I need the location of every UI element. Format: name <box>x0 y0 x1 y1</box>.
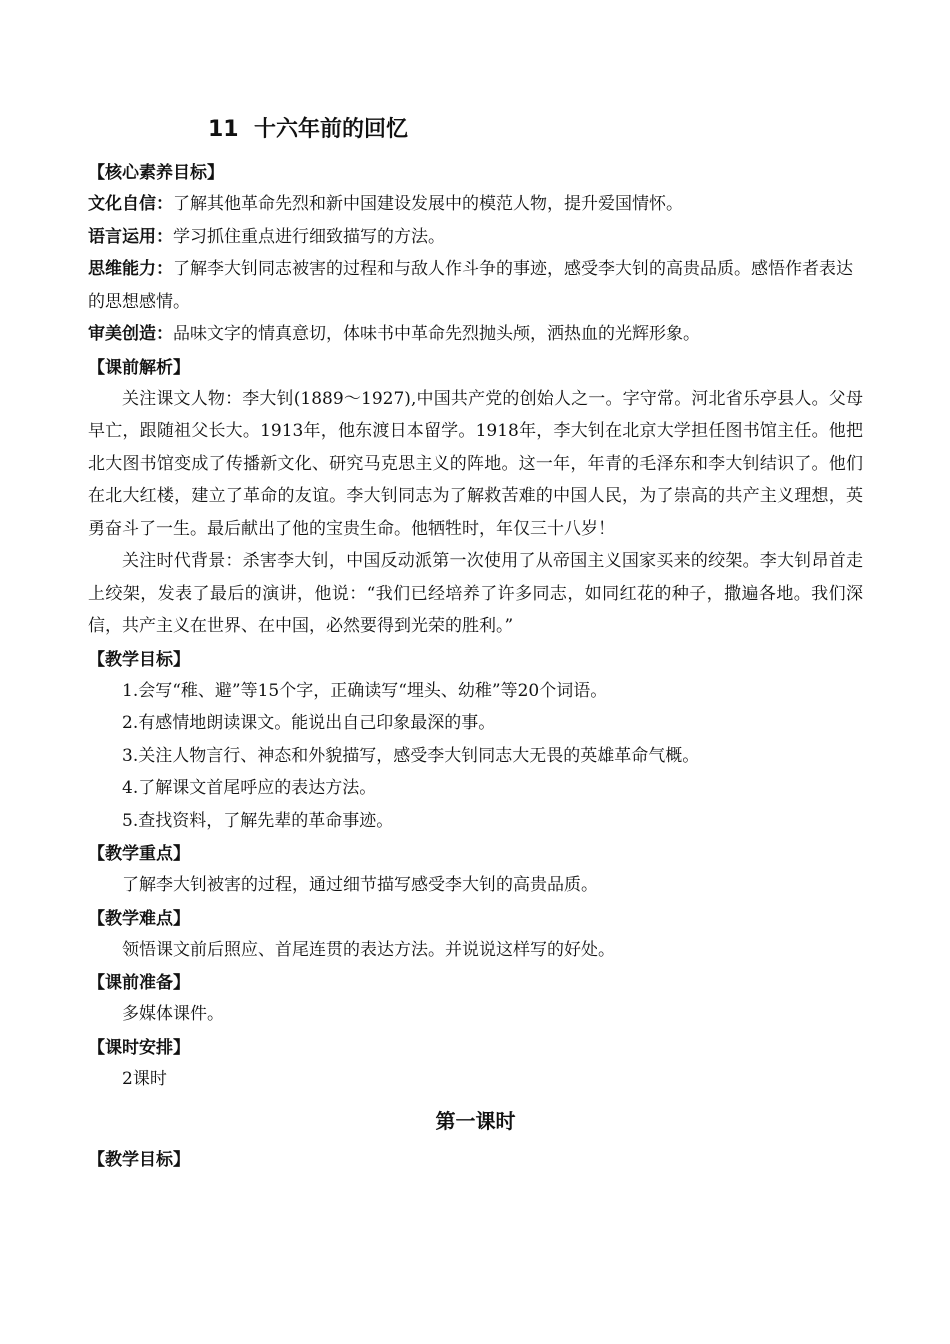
core-goals-heading: 【核心素养目标】 <box>88 163 224 183</box>
teaching-goal-item: 4.了解课文首尾呼应的表达方法。 <box>122 778 377 798</box>
schedule-text: 2课时 <box>122 1068 167 1089</box>
teaching-goal-item: 2.有感情地朗读课文。能说出自己印象最深的事。 <box>122 713 496 733</box>
core-goal-text: 了解李大钊同志被害的过程和与敌人作斗争的事迹，感受李大钊的高贵品质。感悟作者表达的思想感情。 <box>88 259 853 312</box>
first-lesson-title: 第一课时 <box>435 1109 516 1133</box>
teaching-goals-heading: 【教学目标】 <box>88 649 190 670</box>
key-points-heading: 【教学重点】 <box>88 844 190 864</box>
core-goal-language <box>88 221 863 254</box>
pre-analysis-person-paragraph: 关注课文人物：李大钊(1889～1927),中国共产党的创始人之一。字守常。河北省乐亭县人。父母早亡，跟随祖父长大。1913年，他东渡日本留学。1918年，李大钊在北京大学担任图书馆主任。他把北大图书馆变成了传播新文化、研究马克思主义的阵地。这一年，年青的毛泽东和李大钊结识了。他们在北大红楼，建立了革命的友谊。李大钊同志为了解救苦难的中国人民，为了崇高的共产主义理想，英勇奋斗了一生。最后献出了他的宝贵生命。他牺牲时，年仅三十八岁！ <box>88 388 863 539</box>
core-goal-label: 文化自信： <box>88 194 173 214</box>
teaching-goal-item: 3.关注人物言行、神态和外貌描写，感受李大钊同志大无畏的英雄革命气概。 <box>122 745 700 766</box>
lesson-title <box>88 110 863 150</box>
document-page <box>88 110 863 1175</box>
core-goal-text: 学习抓住重点进行细致描写的方法。 <box>173 226 445 247</box>
core-goal-label: 语言运用： <box>88 226 173 247</box>
core-goal-label: 审美创造： <box>88 324 173 344</box>
teaching-goal-item: 1.会写“稚、避”等15个字，正确读写“埋头、幼稚”等20个词语。 <box>122 680 608 701</box>
first-lesson-goals-heading: 【教学目标】 <box>88 1150 190 1170</box>
difficulties-heading: 【教学难点】 <box>88 908 190 929</box>
core-goal-thinking <box>88 253 863 318</box>
key-points-text: 了解李大钊被害的过程，通过细节描写感受李大钊的高贵品质。 <box>122 875 598 895</box>
pre-analysis-heading: 【课前解析】 <box>88 357 190 378</box>
core-goal-label: 思维能力： <box>88 259 173 279</box>
lesson-number: 11 <box>208 117 239 142</box>
teaching-goal-item: 5.查找资料，了解先辈的革命事迹。 <box>122 810 394 831</box>
pre-analysis-background-paragraph: 关注时代背景：杀害李大钊，中国反动派第一次使用了从帝国主义国家买来的绞架。李大钊昂首走上绞架，发表了最后的演讲，他说：“我们已经培养了许多同志，如同红花的种子，撒遍各地。我们深信，共产主义在世界、在中国，必然要得到光荣的胜利。” <box>88 551 863 636</box>
core-goal-text: 品味文字的情真意切，体味书中革命先烈抛头颅，洒热血的光辉形象。 <box>173 324 700 344</box>
core-goal-text: 了解其他革命先烈和新中国建设发展中的模范人物，提升爱国情怀。 <box>173 194 683 214</box>
core-goal-culture <box>88 188 863 221</box>
schedule-heading: 【课时安排】 <box>88 1037 190 1058</box>
core-goal-aesthetic <box>88 318 863 351</box>
preparation-text: 多媒体课件。 <box>122 1004 224 1024</box>
lesson-title-text: 十六年前的回忆 <box>254 117 409 142</box>
difficulties-text: 领悟课文前后照应、首尾连贯的表达方法。并说说这样写的好处。 <box>122 939 615 960</box>
preparation-heading: 【课前准备】 <box>88 973 190 993</box>
